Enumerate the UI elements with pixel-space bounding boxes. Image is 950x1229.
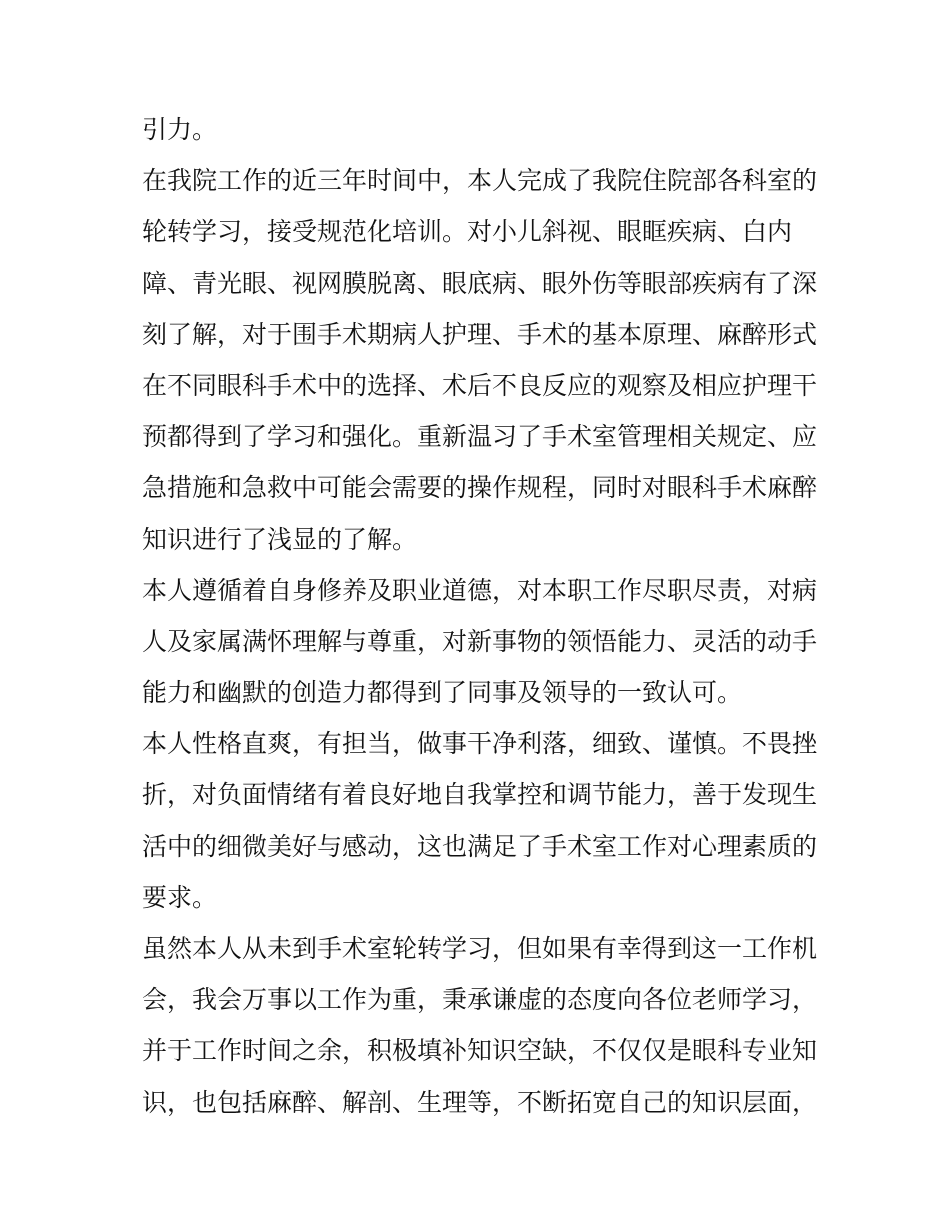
text-line: 急措施和急救中可能会需要的操作规程，同时对眼科手术麻醉 (142, 473, 818, 503)
text-line: 虽然本人从未到手术室轮转学习，但如果有幸得到这一工作机 (142, 934, 818, 963)
text-line: 要求。 (142, 882, 218, 912)
text-line: 轮转学习，接受规范化培训。对小儿斜视、眼眶疾病、白内 (142, 217, 793, 247)
text-line: 能力和幽默的创造力都得到了同事及领导的一致认可。 (142, 678, 743, 708)
text-line: 会，我会万事以工作为重，秉承谦虚的态度向各位老师学习， (142, 985, 818, 1015)
text-line: 识，也包括麻醉、解剖、生理等，不断拓宽自己的知识层面， (142, 1087, 818, 1117)
text-line: 刻了解，对于围手术期病人护理、手术的基本原理、麻醉形式 (142, 319, 818, 349)
text-line: 障、青光眼、视网膜脱离、眼底病、眼外伤等眼部疾病有了深 (142, 268, 818, 298)
text-line: 本人遵循着自身修养及职业道德，对本职工作尽职尽责，对病 (142, 575, 818, 605)
text-line: 在不同眼科手术中的选择、术后不良反应的观察及相应护理干 (142, 370, 818, 400)
text-line: 并于工作时间之余，积极填补知识空缺，不仅仅是眼科专业知 (142, 1036, 818, 1066)
text-line: 在我院工作的近三年时间中，本人完成了我院住院部各科室的 (142, 166, 818, 196)
text-line: 本人性格直爽，有担当，做事干净利落，细致、谨慎。不畏挫 (142, 729, 818, 759)
text-line: 人及家属满怀理解与尊重，对新事物的领悟能力、灵活的动手 (142, 626, 818, 656)
body-text (142, 104, 822, 1128)
text-line: 折，对负面情绪有着良好地自我掌控和调节能力，善于发现生 (142, 780, 818, 810)
text-line: 预都得到了学习和强化。重新温习了手术室管理相关规定、应 (142, 422, 818, 452)
text-line: 知识进行了浅显的了解。 (142, 524, 418, 554)
text-line: 活中的细微美好与感动，这也满足了手术室工作对心理素质的 (142, 831, 818, 861)
text-line: 引力。 (142, 115, 218, 144)
